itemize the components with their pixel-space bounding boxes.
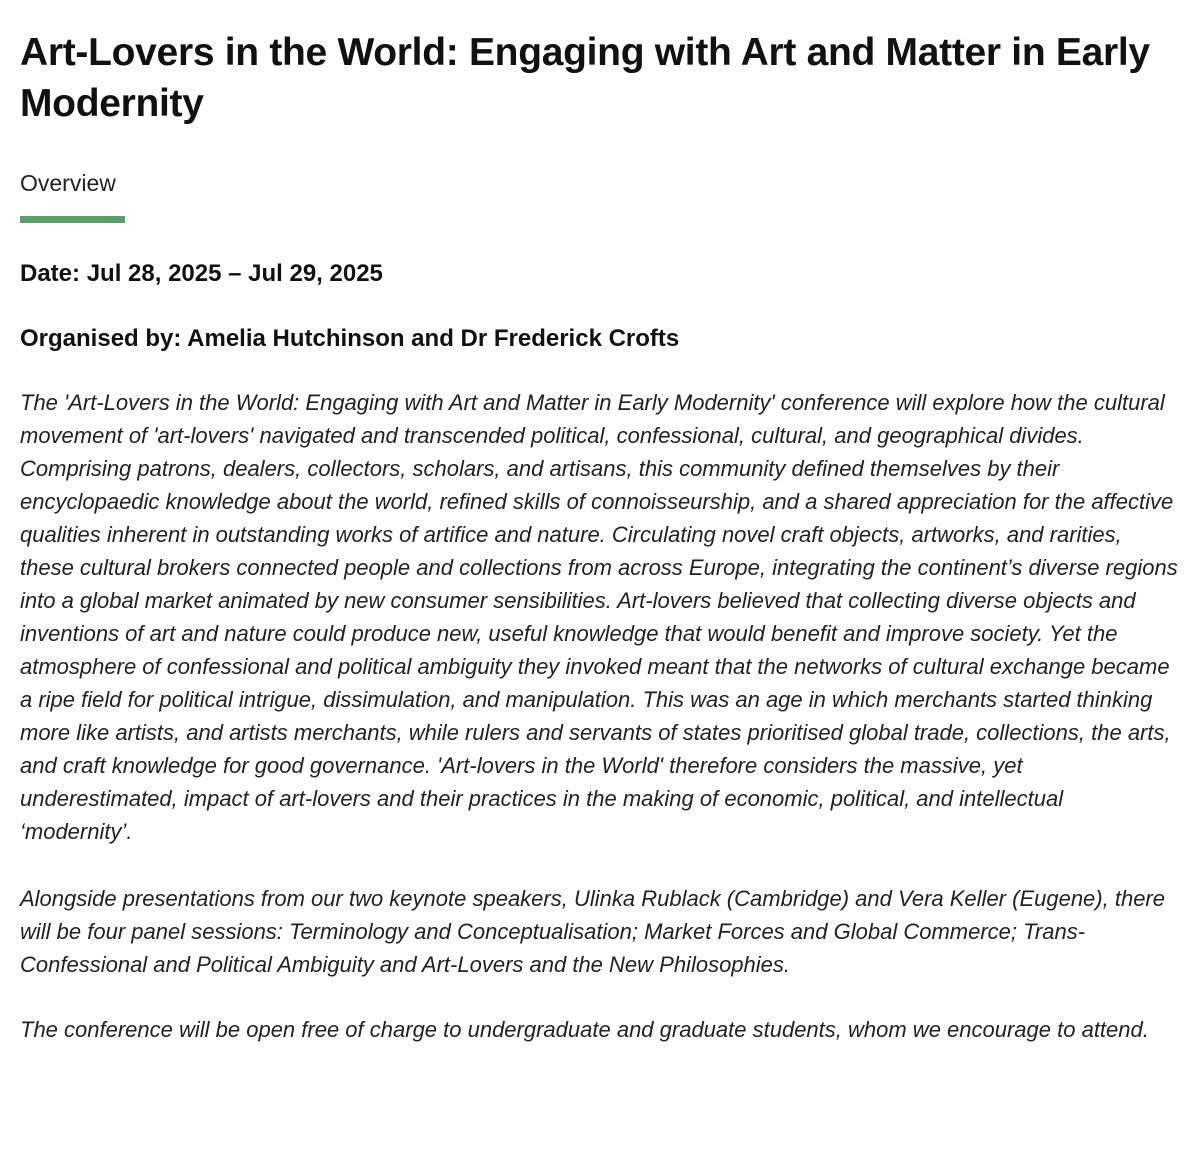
tab-active-indicator bbox=[20, 216, 125, 223]
description-paragraph: The 'Art-Lovers in the World: Engaging with Art and Matter in Early Modernity' conference will explore how the cultural movement of 'art-lovers' navigated and transcended political, confessional, cultural, and geographical divides. Comprising patrons, dealers, collectors, scholars, and artisans, this community defined themselves by their encyclopaedic knowledge about the world, refined skills of connoisseurship, and a shared appreciation for the affective qualities inherent in outstanding works of artifice and nature. Circulating novel craft objects, artworks, and rarities, these cultural brokers connected people and collections from across Europe, integrating the continent’s diverse regions into a global market animated by new consumer sensibilities. Art-lovers believed that collecting diverse objects and inventions of art and nature could produce new, useful knowledge that would benefit and improve society. Yet the atmosphere of confessional and political ambiguity they invoked meant that the networks of cultural exchange became a ripe field for political intrigue, dissimulation, and manipulation. This was an age in which merchants started thinking more like artists, and artists merchants, while rulers and servants of states prioritised global trade, collections, the arts, and craft knowledge for good governance. 'Art-lovers in the World' therefore considers the massive, yet underestimated, impact of art-lovers and their practices in the making of economic, political, and intellectual ‘modernity’. bbox=[20, 390, 1178, 844]
date-label: Date: bbox=[20, 260, 81, 287]
organiser-value: Amelia Hutchinson and Dr Frederick Crofts bbox=[187, 325, 680, 352]
description-paragraph: The conference will be open free of charge to undergraduate and graduate students, whom we encourage to attend. bbox=[20, 1017, 1149, 1042]
event-organisers bbox=[20, 324, 1180, 354]
description-paragraph: Alongside presentations from our two keynote speakers, Ulinka Rublack (Cambridge) and Vera Keller (Eugene), there will be four panel sessions: Terminology and Conceptualisation; Market Forces and Global Commerce; Trans-Confessional and Political Ambiguity and Art-Lovers and the New Philosophies. bbox=[20, 886, 1165, 977]
event-date bbox=[20, 259, 1180, 289]
tab-overview[interactable]: Overview bbox=[20, 170, 116, 196]
page-title: Art-Lovers in the World: Engaging with Art and Matter in Early Modernity bbox=[20, 31, 1150, 125]
organiser-label: Organised by: bbox=[20, 325, 182, 352]
date-value: Jul 28, 2025 – Jul 29, 2025 bbox=[86, 260, 383, 287]
